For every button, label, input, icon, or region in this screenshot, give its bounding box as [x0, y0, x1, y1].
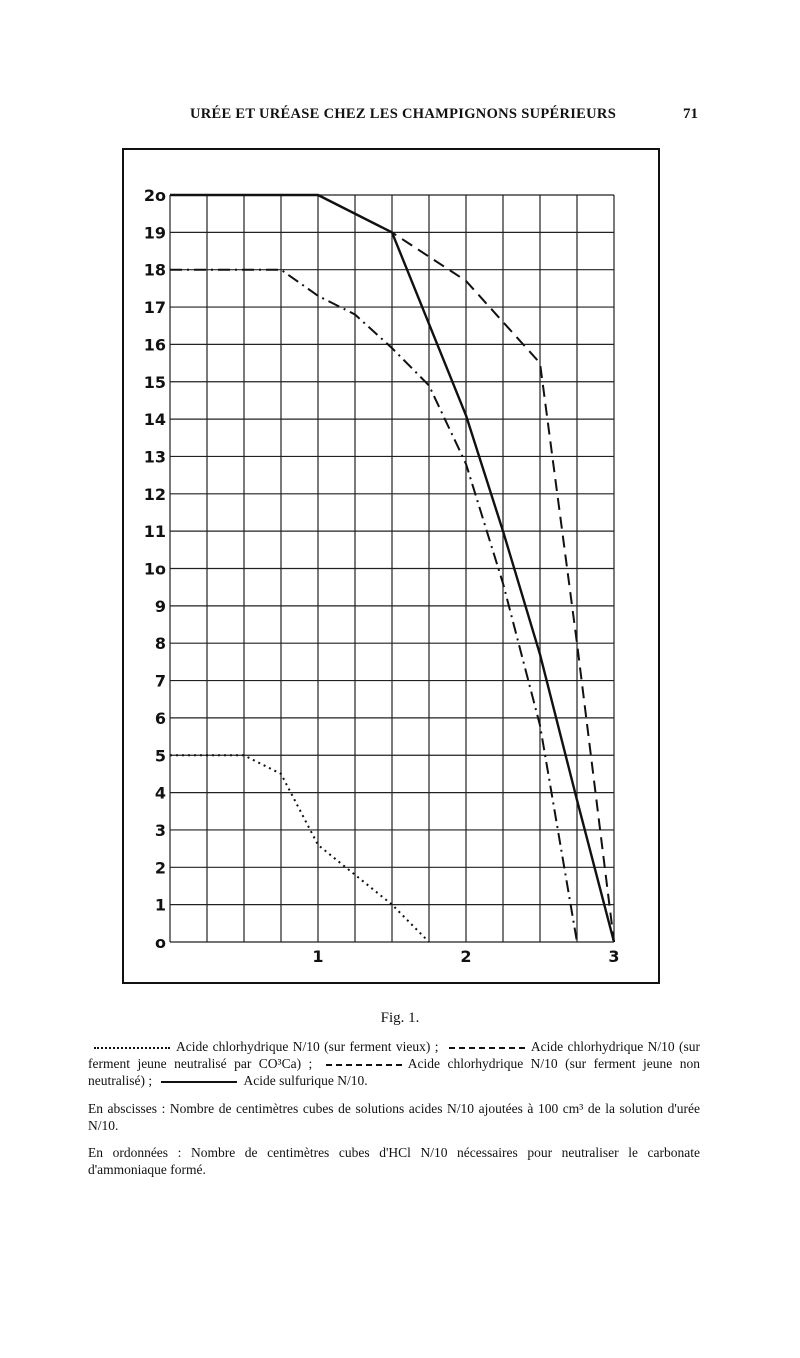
y-tick-label: 6 [154, 708, 166, 728]
y-tick-label: 9 [154, 596, 166, 616]
y-tick-label: 13 [143, 447, 166, 467]
figure-frame [122, 148, 660, 984]
x-tick-label: 2 [460, 947, 472, 966]
y-tick-label: 3 [154, 820, 166, 840]
legend-text-dashed: Acide chlorhydrique N/10 (sur ferment jeune neutralisé par CO³Ca) ; [88, 1039, 701, 1071]
running-title: URÉE ET URÉASE CHEZ LES CHAMPIGNONS SUPÉRIEURS [190, 106, 617, 122]
y-tick-label: 11 [143, 522, 166, 542]
page-number: 71 [683, 106, 698, 122]
legend-sample-dashed [449, 1047, 525, 1049]
y-tick-label: o [155, 933, 166, 952]
abscissa-note: En abscisses : Nombre de centimètres cubes de solutions acides N/10 ajoutées à 100 cm³ de la solution d'urée N/10. [88, 1101, 700, 1133]
y-tick-label: 16 [143, 335, 166, 355]
legend-sample-solid [161, 1081, 237, 1083]
y-tick-label: 14 [143, 410, 166, 430]
x-tick-label: 3 [608, 947, 620, 966]
y-tick-label: 15 [143, 372, 166, 392]
y-tick-label: 12 [143, 484, 166, 504]
y-tick-label: 2 [154, 858, 166, 878]
y-tick-label: 7 [154, 671, 166, 691]
page-header [0, 106, 800, 126]
y-tick-label: 1 [154, 895, 166, 915]
figure-legend [88, 1038, 700, 1089]
y-tick-label: 1o [143, 559, 166, 579]
x-tick-label: 1 [312, 947, 324, 966]
y-tick-label: 2o [143, 186, 166, 205]
y-tick-label: 4 [154, 783, 166, 803]
line-chart [124, 150, 658, 982]
y-tick-label: 8 [154, 634, 166, 654]
y-tick-label: 5 [154, 746, 166, 766]
legend-text-dotted: Acide chlorhydrique N/10 (sur ferment vieux) ; [176, 1039, 439, 1054]
legend-text-dashdot: Acide chlorhydrique N/10 (sur ferment jeune non neutralisé) ; [88, 1056, 700, 1088]
legend-sample-dotted [94, 1047, 170, 1049]
legend-text-solid: Acide sulfurique N/10. [243, 1073, 368, 1088]
figure-caption: Fig. 1. [380, 1010, 420, 1026]
series-line-dotted [170, 755, 429, 942]
y-tick-label: 19 [143, 223, 166, 243]
ordinate-note: En ordonnées : Nombre de centimètres cubes d'HCl N/10 nécessaires pour neutraliser le carbonate d'ammoniaque formé. [88, 1145, 700, 1177]
legend-sample-dashdot [326, 1064, 402, 1066]
y-tick-label: 18 [143, 260, 166, 280]
y-tick-label: 17 [143, 298, 166, 318]
